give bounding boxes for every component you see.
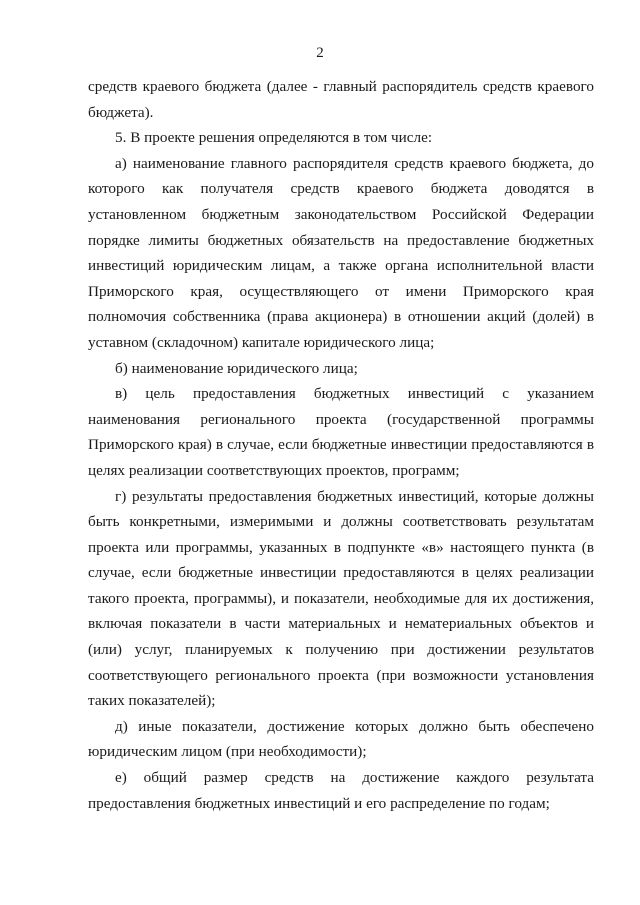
document-body (88, 74, 594, 816)
paragraph-continuation: средств краевого бюджета (далее - главный распорядитель средств краевого бюджета). (88, 78, 594, 121)
page-number: 2 (316, 45, 324, 61)
paragraph-subitem-e: е) общий размер средств на достижение каждого результата предоставления бюджетных инвестиций и его распределение по годам; (88, 769, 594, 812)
paragraph-subitem-g: г) результаты предоставления бюджетных инвестиций, которые должны быть конкретными, измеримыми и должны соответствовать результатам проекта или программы, указанных в подпункте «в» настоящего пункта (в случае, если бюджетные инвестиции предоставляются в целях реализации такого проекта, программы), и показатели, необходимые для их достижения, включая показатели в части материальных и нематериальных объектов и (или) услуг, планируемых к получению при достижении результатов соответствующего регионального проекта (при возможности установления таких показателей); (88, 487, 594, 710)
paragraph-item-5: 5. В проекте решения определяются в том числе: (115, 129, 433, 147)
paragraph-subitem-v: в) цель предоставления бюджетных инвестиций с указанием наименования регионального проекта (государственной программы Приморского края) в случае, если бюджетные инвестиции предоставляются в целях реализации соответствующих проектов, программ; (88, 385, 594, 479)
paragraph-subitem-d: д) иные показатели, достижение которых должно быть обеспечено юридическим лицом (при необходимости); (88, 717, 594, 761)
paragraph-subitem-a: а) наименование главного распорядителя средств краевого бюджета, до которого как получателя средств краевого бюджета доводятся в установленном бюджетным законодательством Российской Федерации порядке лимиты бюджетных обязательств на предоставление бюджетных инвестиций юридическим лицам, а также органа исполнительной власти Приморского края, осуществляющего от имени Приморского края полномочия собственника (права акционера) в отношении акций (долей) в уставном (складочном) капитале юридического лица; (88, 154, 594, 351)
paragraph-subitem-b: б) наименование юридического лица; (115, 359, 358, 377)
